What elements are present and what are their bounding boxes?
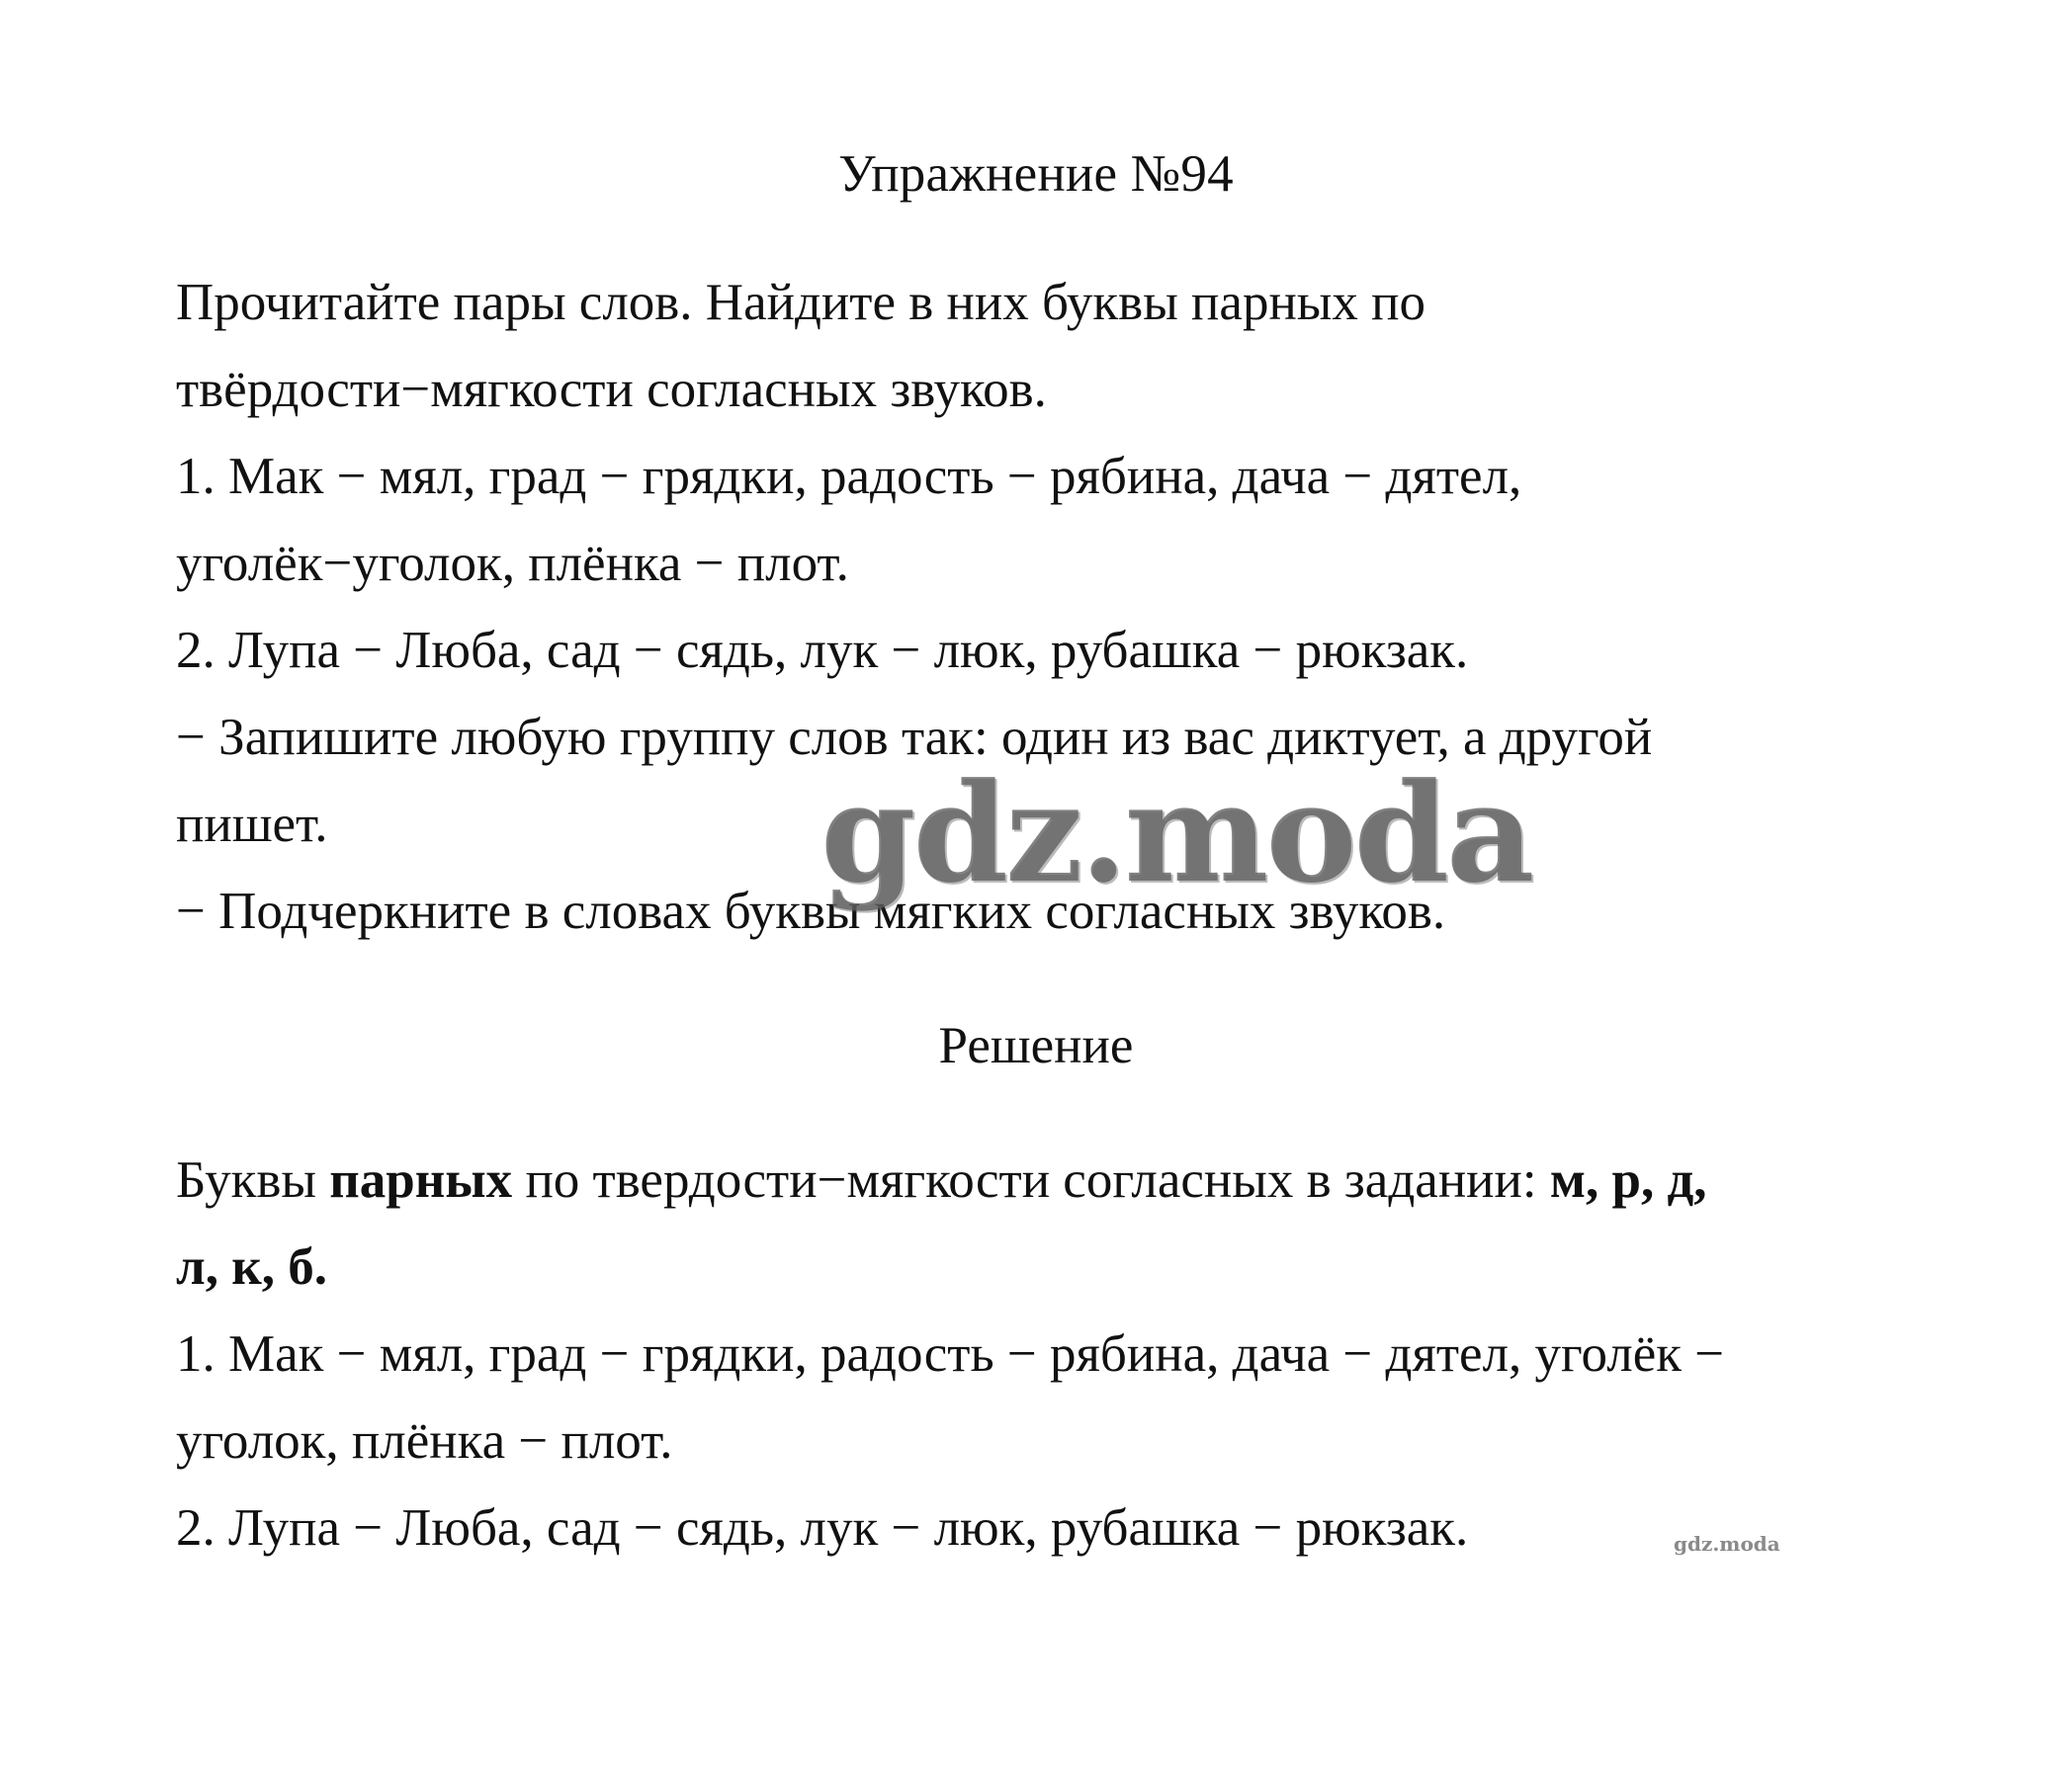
intro-prefix: Буквы	[176, 1151, 330, 1209]
intro-letters: м, р, д,	[1549, 1151, 1707, 1209]
task-line: − Запишите любую группу слов так: один из вас диктует, а другой	[176, 709, 1653, 766]
task-line: пишет.	[176, 796, 328, 853]
solution-text	[176, 1137, 1955, 1572]
solution-intro-line-2	[176, 1224, 1955, 1311]
task-line: 1. Мак − мял, град − грядки, радость − рябина, дача − дятел,	[176, 448, 1522, 505]
intro-bold-word: парных	[329, 1151, 513, 1209]
intro-middle: по твердости−мягкости согласных в задании:	[512, 1151, 1550, 1209]
intro-letters-continued: л, к, б.	[176, 1238, 328, 1296]
answer-line: 2. Лупа − Люба, сад − сядь, лук − люк, рубашка − рюкзак.	[176, 1499, 1469, 1557]
task-line: уголёк−уголок, плёнка − плот.	[176, 535, 849, 592]
watermark-large: gdz.moda	[820, 752, 1532, 913]
answer-line: уголок, плёнка − плот.	[176, 1412, 673, 1470]
solution-intro-line	[176, 1137, 1955, 1224]
task-line: 2. Лупа − Люба, сад − сядь, лук − люк, рубашка − рюкзак.	[176, 622, 1469, 679]
answer-line: 1. Мак − мял, град − грядки, радость − рябина, дача − дятел, уголёк −	[176, 1325, 1725, 1383]
task-line: Прочитайте пары слов. Найдите в них буквы парных по	[176, 274, 1426, 331]
exercise-title: Упражнение №94	[838, 145, 1234, 203]
solution-title: Решение	[938, 1017, 1134, 1074]
task-line: твёрдости−мягкости согласных звуков.	[176, 361, 1047, 418]
task-line: − Подчеркните в словах буквы мягких согласных звуков.	[176, 883, 1446, 940]
watermark-small: gdz.moda	[1674, 1532, 1780, 1556]
